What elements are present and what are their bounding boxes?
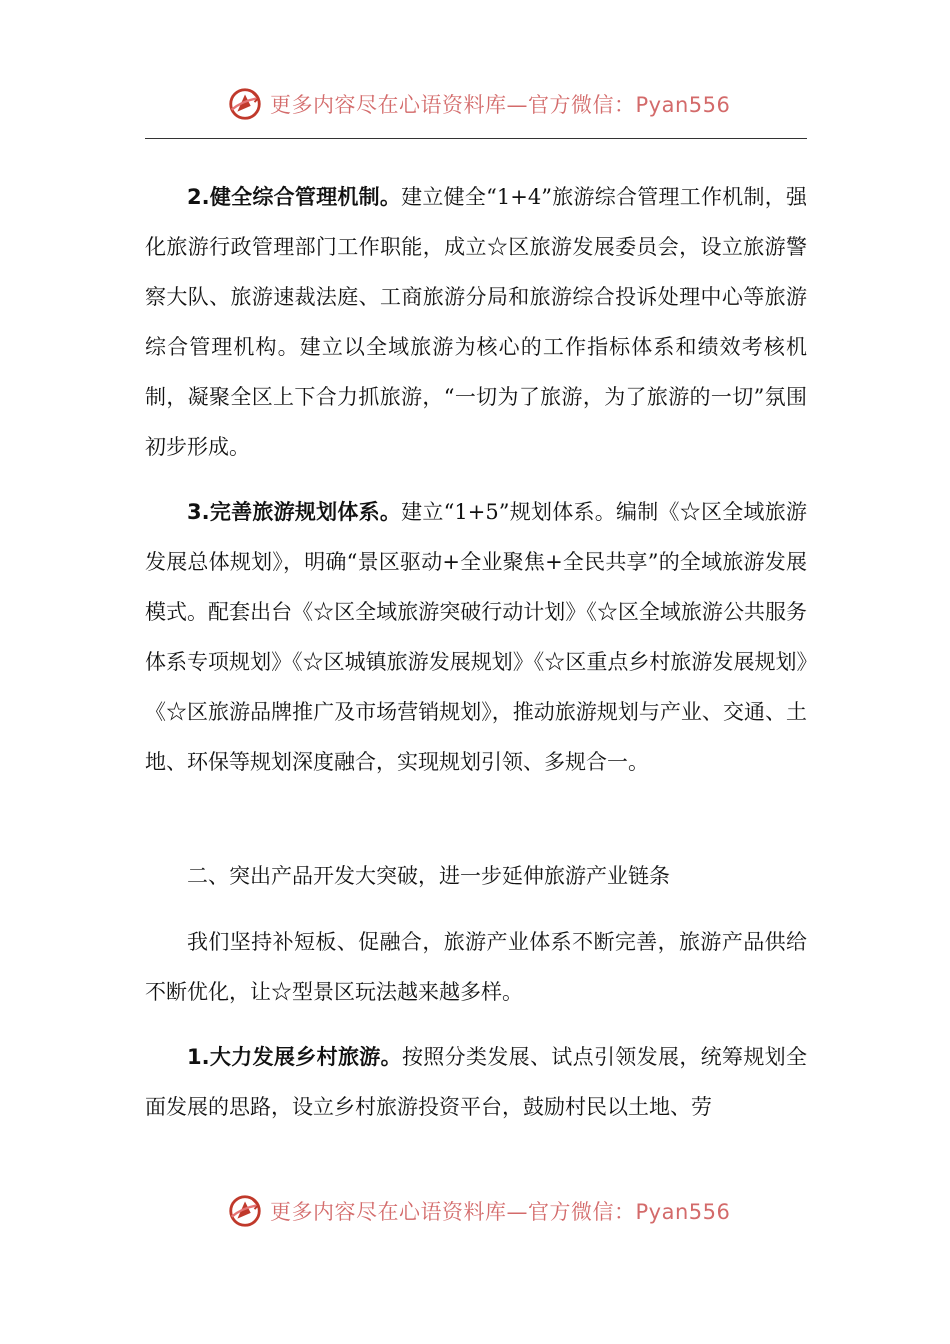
paragraph-planning-system — [145, 487, 807, 787]
paragraph-text: 按照分类发展、试点引领发展，统筹规划全面发展的思路，设立乡村旅游投资平台，鼓励村民以土地、劳 — [145, 1045, 807, 1119]
section-heading: 二、突出产品开发大突破，进一步延伸旅游产业链条 — [187, 864, 670, 888]
footer-brand — [226, 1190, 730, 1232]
paragraph-intro — [145, 917, 807, 1017]
brand-logo-icon — [226, 1192, 264, 1230]
paragraph-rural-tourism — [145, 1032, 807, 1132]
header-divider — [145, 138, 807, 139]
footer-brand-text: 更多内容尽在心语资料库—官方微信：Pyan556 — [270, 1200, 731, 1224]
paragraph-text: 建立健全“1+4”旅游综合管理工作机制，强化旅游行政管理部门工作职能，成立☆区旅游发展委员会，设立旅游警察大队、旅游速裁法庭、工商旅游分局和旅游综合投诉处理中心等旅游综合管理机构。建立以全域旅游为核心的工作指标体系和绩效考核机制，凝聚全区上下合力抓旅游，“一切为了旅游，为了旅游的一切”氛围初步形成。 — [145, 185, 807, 459]
brand-logo-icon — [226, 85, 264, 123]
paragraph-text: 我们坚持补短板、促融合，旅游产业体系不断完善，旅游产品供给不断优化，让☆型景区玩法越来越多样。 — [145, 930, 807, 1004]
paragraph-lead: 3.完善旅游规划体系。 — [187, 500, 402, 524]
header-brand-text: 更多内容尽在心语资料库—官方微信：Pyan556 — [270, 93, 731, 117]
paragraph-management-mechanism — [145, 172, 807, 472]
paragraph-lead: 2.健全综合管理机制。 — [187, 185, 402, 209]
paragraph-lead: 1.大力发展乡村旅游。 — [187, 1045, 402, 1069]
paragraph-text: 建立“1+5”规划体系。编制《☆区全域旅游发展总体规划》，明确“景区驱动+全业聚焦+全民共享”的全域旅游发展模式。配套出台《☆区全域旅游突破行动计划》《☆区全域旅游公共服务体系专项规划》《☆区城镇旅游发展规划》《☆区重点乡村旅游发展规划》《☆区旅游品牌推广及市场营销规划》，推动旅游规划与产业、交通、土地、环保等规划深度融合，实现规划引领、多规合一。 — [145, 500, 807, 774]
header-brand — [226, 83, 730, 125]
